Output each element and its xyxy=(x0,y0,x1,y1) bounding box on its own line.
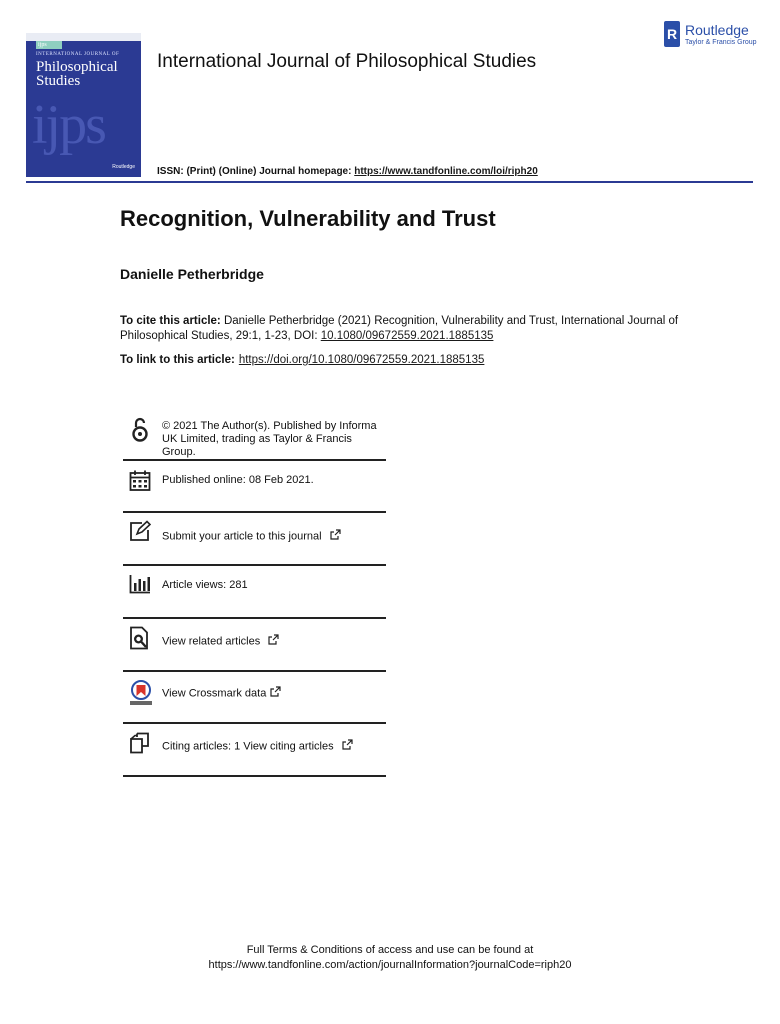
submit-article-row[interactable] xyxy=(123,512,386,565)
article-title: Recognition, Vulnerability and Trust xyxy=(120,206,496,231)
external-link-icon xyxy=(268,634,279,649)
journal-homepage-link[interactable]: https://www.tandfonline.com/loi/riph20 xyxy=(354,166,538,177)
article-doi-url-link[interactable]: https://doi.org/10.1080/09672559.2021.1885135 xyxy=(238,354,485,366)
cover-tab: ijps xyxy=(36,41,62,49)
related-articles-label: View related articles xyxy=(162,635,261,648)
cover-title xyxy=(36,60,118,88)
cover-big-letters: ijps xyxy=(32,94,105,156)
cover-publisher: Routledge xyxy=(112,164,135,170)
cover-top-strip xyxy=(26,33,141,41)
citation-block xyxy=(120,314,680,344)
crossmark-icon xyxy=(129,680,151,702)
routledge-logo-mark: R xyxy=(664,21,680,47)
cover-title-line1: Philosophical xyxy=(36,59,118,75)
doi-link[interactable]: 10.1080/09672559.2021.1885135 xyxy=(320,330,494,342)
header-divider xyxy=(26,181,753,183)
crossmark-row[interactable] xyxy=(123,671,386,723)
citing-articles-row[interactable] xyxy=(123,723,386,777)
cite-text: Danielle Petherbridge (2021) Recognition, Vulnerability and Trust, International Journal of Philosophical Studies, 29:1, 1-23, DOI: xyxy=(120,315,679,342)
published-online-text: Published online: 08 Feb 2021. xyxy=(162,474,314,486)
open-access-row xyxy=(123,414,386,460)
link-label: To link to this article: xyxy=(120,354,235,366)
external-link-icon xyxy=(342,739,353,754)
document-search-icon xyxy=(129,626,151,648)
calendar-icon xyxy=(129,470,151,492)
citing-documents-icon xyxy=(129,732,151,754)
article-link-line xyxy=(120,354,484,366)
external-link-icon xyxy=(330,529,341,544)
cover-title-line2: Studies xyxy=(36,73,81,89)
external-link-icon xyxy=(270,686,281,701)
open-access-text: © 2021 The Author(s). Published by Informa UK Limited, trading as Taylor & Francis Group. xyxy=(162,420,377,458)
terms-footer-line1: Full Terms & Conditions of access and use can be found at xyxy=(246,944,534,956)
bar-chart-icon xyxy=(129,573,151,595)
routledge-logo-name: Routledge xyxy=(685,22,749,38)
submit-article-label: Submit your article to this journal xyxy=(162,530,322,543)
journal-title: International Journal of Philosophical Studies xyxy=(157,51,537,72)
published-online-row xyxy=(123,460,386,512)
crossmark-text[interactable] xyxy=(162,686,281,701)
routledge-logo-sub: Taylor & Francis Group xyxy=(685,39,757,46)
article-views-row xyxy=(123,565,386,618)
open-access-icon xyxy=(129,416,151,438)
citing-articles-label: Citing articles: 1 View citing articles xyxy=(162,740,334,753)
terms-footer-url[interactable]: https://www.tandfonline.com/action/journalInformation?journalCode=riph20 xyxy=(208,959,572,971)
cite-label: To cite this article: xyxy=(120,315,221,327)
article-author: Danielle Petherbridge xyxy=(120,266,264,282)
submit-article-text[interactable] xyxy=(162,529,341,544)
cover-caption: INTERNATIONAL JOURNAL OF xyxy=(36,52,120,57)
article-views-text: Article views: 281 xyxy=(162,579,248,591)
journal-cover-image xyxy=(26,33,141,177)
related-articles-text[interactable] xyxy=(162,634,279,649)
citing-articles-text[interactable] xyxy=(162,739,353,754)
issn-prefix: ISSN: (Print) (Online) Journal homepage: xyxy=(157,166,355,177)
edit-icon xyxy=(129,520,151,542)
issn-line xyxy=(157,166,538,177)
crossmark-label: View Crossmark data xyxy=(162,687,267,700)
related-articles-row[interactable] xyxy=(123,618,386,671)
terms-footer xyxy=(0,943,780,973)
row-divider xyxy=(123,775,386,777)
